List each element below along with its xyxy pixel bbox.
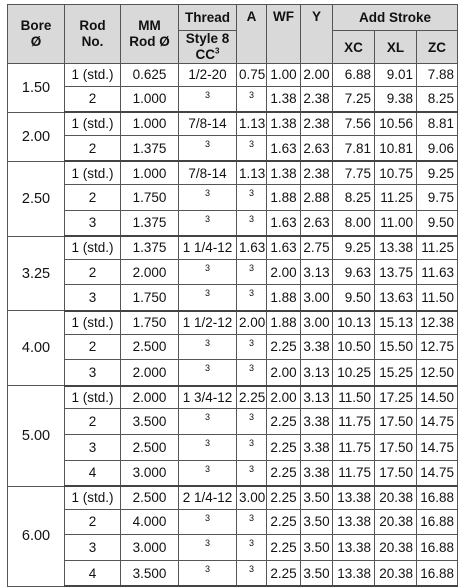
- thread-cell: 3: [179, 334, 237, 360]
- zc-cell: 16.88: [417, 535, 458, 561]
- wf-cell: 1.88: [267, 285, 301, 311]
- rod-cell: 1 (std.): [65, 486, 121, 509]
- table-row: [8, 86, 458, 112]
- table-row: [8, 460, 458, 486]
- zc-cell: 12.50: [417, 360, 458, 386]
- thread-cell: 3: [179, 560, 237, 586]
- xc-cell: 7.81: [333, 135, 375, 161]
- thread-cell: 3: [179, 259, 237, 285]
- bore-cell: 5.00: [8, 386, 65, 486]
- rod-cell: 4: [65, 560, 121, 586]
- header-add-stroke: Add Stroke: [333, 5, 458, 31]
- table-row: [8, 311, 458, 334]
- wf-cell: 1.88: [267, 184, 301, 210]
- table-row: [8, 535, 458, 561]
- a-cell: 3: [237, 184, 267, 210]
- rod-cell: 2: [65, 509, 121, 535]
- rod-cell: 2: [65, 86, 121, 112]
- header-y: Y: [301, 5, 333, 64]
- table-row: [8, 236, 458, 259]
- wf-cell: 2.00: [267, 386, 301, 409]
- zc-cell: 16.88: [417, 486, 458, 509]
- thread-cell: 3: [179, 184, 237, 210]
- header-no-label: No.: [81, 34, 104, 49]
- thread-cell: 1/2-20: [179, 64, 237, 87]
- mm-cell: 1.375: [121, 135, 179, 161]
- y-cell: 2.38: [301, 112, 333, 135]
- table-row: [8, 360, 458, 386]
- rod-cell: 2: [65, 135, 121, 161]
- y-cell: 2.38: [301, 86, 333, 112]
- y-cell: 3.50: [301, 509, 333, 535]
- zc-cell: 8.81: [417, 112, 458, 135]
- mm-cell: 2.500: [121, 486, 179, 509]
- header-bore-label: Bore: [20, 18, 52, 33]
- mm-cell: 4.000: [121, 509, 179, 535]
- rod-cell: 3: [65, 285, 121, 311]
- xc-cell: 10.25: [333, 360, 375, 386]
- zc-cell: 9.25: [417, 161, 458, 184]
- thread-cell: 3: [179, 360, 237, 386]
- bore-cell: 1.50: [8, 64, 65, 113]
- header-xc: XC: [333, 31, 375, 64]
- wf-cell: 2.25: [267, 460, 301, 486]
- mm-cell: 1.750: [121, 311, 179, 334]
- wf-cell: 2.25: [267, 486, 301, 509]
- zc-cell: 9.50: [417, 210, 458, 236]
- xc-cell: 11.75: [333, 460, 375, 486]
- thread-cell: 3: [179, 535, 237, 561]
- y-cell: 2.88: [301, 184, 333, 210]
- header-cc-label: CC: [195, 47, 216, 62]
- a-cell: 0.75: [237, 64, 267, 87]
- zc-cell: 14.75: [417, 460, 458, 486]
- zc-cell: 11.63: [417, 259, 458, 285]
- header-style-label: Style 8: [185, 31, 230, 46]
- rod-cell: 4: [65, 460, 121, 486]
- table-row: [8, 560, 458, 586]
- a-cell: 3: [237, 509, 267, 535]
- xc-cell: 9.50: [333, 285, 375, 311]
- bore-cell: 6.00: [8, 486, 65, 586]
- wf-cell: 1.38: [267, 161, 301, 184]
- a-cell: 3: [237, 360, 267, 386]
- xl-cell: 11.00: [375, 210, 417, 236]
- table-row: [8, 409, 458, 435]
- thread-cell: 3: [179, 210, 237, 236]
- xc-cell: 6.88: [333, 64, 375, 87]
- zc-cell: 12.38: [417, 311, 458, 334]
- xc-cell: 9.63: [333, 259, 375, 285]
- table-body: [8, 64, 458, 587]
- thread-cell: 3: [179, 409, 237, 435]
- zc-cell: 14.75: [417, 434, 458, 460]
- xl-cell: 9.01: [375, 64, 417, 87]
- xc-cell: 11.50: [333, 386, 375, 409]
- table-row: [8, 112, 458, 135]
- header-mm-label: MM: [138, 18, 161, 33]
- xl-cell: 17.50: [375, 409, 417, 435]
- rod-cell: 1 (std.): [65, 236, 121, 259]
- header-rod-no: [65, 5, 121, 64]
- y-cell: 3.38: [301, 334, 333, 360]
- table-row: [8, 285, 458, 311]
- header-bore-symbol: Ø: [30, 34, 42, 49]
- zc-cell: 16.88: [417, 509, 458, 535]
- header-cc-footnote: 3: [215, 46, 220, 56]
- xl-cell: 10.56: [375, 112, 417, 135]
- a-cell: 1.13: [237, 161, 267, 184]
- a-cell: 3: [237, 535, 267, 561]
- y-cell: 2.63: [301, 210, 333, 236]
- xl-cell: 13.63: [375, 285, 417, 311]
- rod-cell: 1 (std.): [65, 386, 121, 409]
- wf-cell: 2.25: [267, 535, 301, 561]
- y-cell: 3.50: [301, 535, 333, 561]
- wf-cell: 1.63: [267, 210, 301, 236]
- a-cell: 3: [237, 560, 267, 586]
- table-row: [8, 259, 458, 285]
- xl-cell: 11.25: [375, 184, 417, 210]
- wf-cell: 2.00: [267, 360, 301, 386]
- a-cell: 1.13: [237, 112, 267, 135]
- xc-cell: 7.25: [333, 86, 375, 112]
- mm-cell: 1.375: [121, 236, 179, 259]
- wf-cell: 2.25: [267, 434, 301, 460]
- mm-cell: 2.500: [121, 434, 179, 460]
- header-row-1: [8, 5, 458, 31]
- wf-cell: 1.63: [267, 236, 301, 259]
- wf-cell: 2.25: [267, 509, 301, 535]
- a-cell: 3: [237, 210, 267, 236]
- wf-cell: 2.25: [267, 334, 301, 360]
- table-row: [8, 161, 458, 184]
- header-thread: Thread: [179, 5, 237, 31]
- wf-cell: 2.00: [267, 259, 301, 285]
- thread-cell: 7/8-14: [179, 112, 237, 135]
- xc-cell: 8.00: [333, 210, 375, 236]
- y-cell: 2.00: [301, 64, 333, 87]
- y-cell: 3.50: [301, 560, 333, 586]
- y-cell: 2.63: [301, 135, 333, 161]
- cylinder-dimension-table: [7, 4, 458, 587]
- y-cell: 3.13: [301, 259, 333, 285]
- xc-cell: 13.38: [333, 509, 375, 535]
- table-row: [8, 386, 458, 409]
- mm-cell: 2.000: [121, 386, 179, 409]
- mm-cell: 2.500: [121, 334, 179, 360]
- y-cell: 3.38: [301, 409, 333, 435]
- y-cell: 3.38: [301, 434, 333, 460]
- y-cell: 3.50: [301, 486, 333, 509]
- thread-cell: 3: [179, 135, 237, 161]
- y-cell: 2.38: [301, 161, 333, 184]
- y-cell: 3.38: [301, 460, 333, 486]
- thread-cell: 3: [179, 285, 237, 311]
- y-cell: 3.00: [301, 285, 333, 311]
- xc-cell: 10.13: [333, 311, 375, 334]
- mm-cell: 3.000: [121, 535, 179, 561]
- xl-cell: 17.50: [375, 460, 417, 486]
- table-row: [8, 509, 458, 535]
- header-mm-rod: [121, 5, 179, 64]
- header-rod-label: Rod: [79, 18, 106, 33]
- xl-cell: 20.38: [375, 486, 417, 509]
- bore-cell: 2.00: [8, 112, 65, 161]
- rod-cell: 1 (std.): [65, 112, 121, 135]
- zc-cell: 14.75: [417, 409, 458, 435]
- header-a: A: [237, 5, 267, 64]
- table-row: [8, 334, 458, 360]
- xl-cell: 13.38: [375, 236, 417, 259]
- a-cell: 1.63: [237, 236, 267, 259]
- rod-cell: 3: [65, 210, 121, 236]
- mm-cell: 1.375: [121, 210, 179, 236]
- bore-cell: 3.25: [8, 236, 65, 311]
- rod-cell: 3: [65, 535, 121, 561]
- thread-cell: 1 1/2-12: [179, 311, 237, 334]
- mm-cell: 3.500: [121, 560, 179, 586]
- header-bore: [8, 5, 65, 64]
- rod-cell: 1 (std.): [65, 311, 121, 334]
- mm-cell: 1.750: [121, 285, 179, 311]
- xl-cell: 17.25: [375, 386, 417, 409]
- zc-cell: 8.25: [417, 86, 458, 112]
- table-row: [8, 434, 458, 460]
- zc-cell: 9.75: [417, 184, 458, 210]
- a-cell: 3: [237, 135, 267, 161]
- xc-cell: 13.38: [333, 560, 375, 586]
- wf-cell: 1.63: [267, 135, 301, 161]
- wf-cell: 2.25: [267, 409, 301, 435]
- thread-cell: 1 3/4-12: [179, 386, 237, 409]
- wf-cell: 1.88: [267, 311, 301, 334]
- y-cell: 3.13: [301, 360, 333, 386]
- rod-cell: 3: [65, 434, 121, 460]
- rod-cell: 2: [65, 409, 121, 435]
- y-cell: 2.75: [301, 236, 333, 259]
- header-zc: ZC: [417, 31, 458, 64]
- mm-cell: 1.000: [121, 112, 179, 135]
- a-cell: 3: [237, 460, 267, 486]
- xc-cell: 9.25: [333, 236, 375, 259]
- thread-cell: 7/8-14: [179, 161, 237, 184]
- xc-cell: 13.38: [333, 535, 375, 561]
- xl-cell: 10.81: [375, 135, 417, 161]
- xl-cell: 20.38: [375, 535, 417, 561]
- zc-cell: 14.50: [417, 386, 458, 409]
- zc-cell: 11.50: [417, 285, 458, 311]
- xc-cell: 8.25: [333, 184, 375, 210]
- wf-cell: 1.00: [267, 64, 301, 87]
- wf-cell: 2.25: [267, 560, 301, 586]
- mm-cell: 2.000: [121, 259, 179, 285]
- xc-cell: 7.75: [333, 161, 375, 184]
- a-cell: 3: [237, 434, 267, 460]
- table-row: [8, 486, 458, 509]
- a-cell: 2.00: [237, 311, 267, 334]
- zc-cell: 7.88: [417, 64, 458, 87]
- rod-cell: 3: [65, 360, 121, 386]
- xc-cell: 10.50: [333, 334, 375, 360]
- rod-cell: 1 (std.): [65, 161, 121, 184]
- a-cell: 2.25: [237, 386, 267, 409]
- table-row: [8, 135, 458, 161]
- mm-cell: 0.625: [121, 64, 179, 87]
- header-rod-diameter-label: Rod Ø: [129, 34, 170, 49]
- xl-cell: 20.38: [375, 509, 417, 535]
- rod-cell: 2: [65, 259, 121, 285]
- rod-cell: 2: [65, 334, 121, 360]
- xl-cell: 13.75: [375, 259, 417, 285]
- thread-cell: 2 1/4-12: [179, 486, 237, 509]
- a-cell: 3: [237, 259, 267, 285]
- header-thread-style: [179, 31, 237, 64]
- zc-cell: 9.06: [417, 135, 458, 161]
- zc-cell: 16.88: [417, 560, 458, 586]
- table-row: [8, 210, 458, 236]
- mm-cell: 1.000: [121, 161, 179, 184]
- spec-table-container: [7, 4, 458, 587]
- y-cell: 3.00: [301, 311, 333, 334]
- xl-cell: 15.13: [375, 311, 417, 334]
- header-xl: XL: [375, 31, 417, 64]
- mm-cell: 1.000: [121, 86, 179, 112]
- mm-cell: 3.500: [121, 409, 179, 435]
- bore-cell: 2.50: [8, 161, 65, 236]
- mm-cell: 2.000: [121, 360, 179, 386]
- xl-cell: 17.50: [375, 434, 417, 460]
- rod-cell: 2: [65, 184, 121, 210]
- a-cell: 3: [237, 285, 267, 311]
- a-cell: 3: [237, 334, 267, 360]
- thread-cell: 3: [179, 86, 237, 112]
- zc-cell: 11.25: [417, 236, 458, 259]
- rod-cell: 1 (std.): [65, 64, 121, 87]
- a-cell: 3: [237, 409, 267, 435]
- mm-cell: 3.000: [121, 460, 179, 486]
- thread-cell: 1 1/4-12: [179, 236, 237, 259]
- table-row: [8, 184, 458, 210]
- wf-cell: 1.38: [267, 86, 301, 112]
- mm-cell: 1.750: [121, 184, 179, 210]
- thread-cell: 3: [179, 460, 237, 486]
- xl-cell: 15.50: [375, 334, 417, 360]
- xl-cell: 20.38: [375, 560, 417, 586]
- a-cell: 3.00: [237, 486, 267, 509]
- xc-cell: 11.75: [333, 409, 375, 435]
- table-row: [8, 64, 458, 87]
- thread-cell: 3: [179, 509, 237, 535]
- y-cell: 3.13: [301, 386, 333, 409]
- a-cell: 3: [237, 86, 267, 112]
- xc-cell: 7.56: [333, 112, 375, 135]
- header-wf: WF: [267, 5, 301, 64]
- xl-cell: 15.25: [375, 360, 417, 386]
- xl-cell: 10.75: [375, 161, 417, 184]
- zc-cell: 12.75: [417, 334, 458, 360]
- xc-cell: 13.38: [333, 486, 375, 509]
- wf-cell: 1.38: [267, 112, 301, 135]
- xc-cell: 11.75: [333, 434, 375, 460]
- thread-cell: 3: [179, 434, 237, 460]
- bore-cell: 4.00: [8, 311, 65, 386]
- xl-cell: 9.38: [375, 86, 417, 112]
